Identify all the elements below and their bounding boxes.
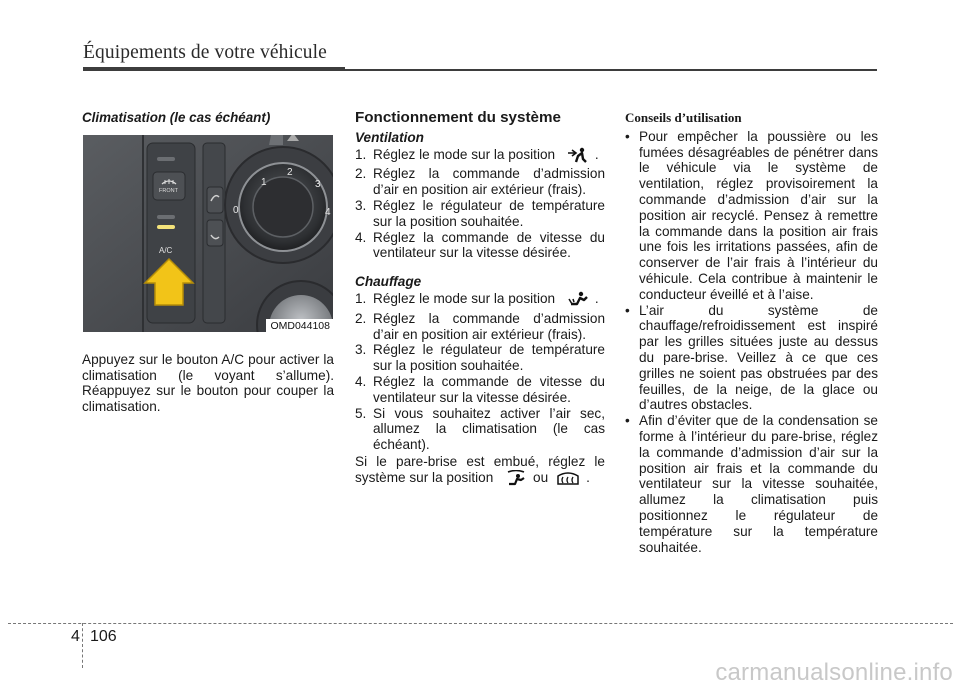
ventilation-heading: Ventilation bbox=[355, 129, 424, 145]
column-middle bbox=[355, 110, 605, 490]
floor-defrost-icon bbox=[505, 470, 527, 490]
heating-heading: Chauffage bbox=[355, 274, 422, 290]
watermark: carmanualsonline.info bbox=[715, 659, 953, 686]
dial-label-0: 0 bbox=[233, 205, 239, 216]
chapter-number: 4 bbox=[71, 628, 80, 645]
heating-steps bbox=[355, 291, 605, 453]
list-item: • Afin d’éviter que de la condensation se forme à l’intérieur du pare-brise, réglez la commande d’admission d’air sur la position air frais et la commande du ventilateur sur la vitesse souhaitée, allumez la climatisation puis positionnez le régulateur de température sur la température souhaitée. bbox=[625, 413, 878, 555]
dial-label-4: 4 bbox=[325, 207, 331, 218]
tips-list bbox=[625, 129, 878, 556]
footer-rule bbox=[8, 623, 953, 624]
header-rule-thin bbox=[345, 69, 877, 71]
footer-divider bbox=[82, 623, 83, 668]
face-vent-icon bbox=[567, 147, 589, 167]
list-item: 4. Réglez la commande de vitesse du ventilateur sur la vitesse désirée. bbox=[355, 229, 605, 261]
tips-title: Conseils d’utilisation bbox=[625, 110, 742, 125]
ac-button-label: A/C bbox=[159, 246, 173, 255]
photo-caption: OMD044108 bbox=[266, 319, 333, 332]
defrost-icon bbox=[556, 470, 580, 490]
column-right bbox=[625, 110, 878, 555]
aircon-subtitle: Climatisation (le cas échéant) bbox=[82, 110, 271, 125]
ventilation-steps bbox=[355, 147, 605, 262]
list-item: 2. Réglez la commande d’admission d’air en position air extérieur (frais). bbox=[355, 310, 605, 342]
list-item: 4. Réglez la commande de vitesse du ventilateur sur la vitesse désirée. bbox=[355, 373, 605, 405]
page-header-title: Équipements de votre véhicule bbox=[83, 42, 327, 63]
floor-vent-icon bbox=[567, 291, 589, 311]
front-defrost-label: FRONT bbox=[159, 188, 178, 194]
list-item: 1. Réglez le mode sur la position . bbox=[355, 291, 605, 311]
windshield-note: Si le pare-brise est embué, réglez le système sur la position ou . bbox=[355, 454, 605, 490]
dial-label-1: 1 bbox=[261, 177, 267, 188]
list-item: • L’air du système de chauffage/refroidissement est inspiré par les grilles situées juste au dessus du pare-brise. Veillez à ce que ces grilles ne soient pas obstruées par des feuilles, de la neige, de la glace ou d’autres obstacles. bbox=[625, 302, 878, 413]
page-number: 106 bbox=[90, 628, 117, 645]
list-item: 1. Réglez le mode sur la position . bbox=[355, 147, 605, 167]
list-item: 5. Si vous souhaitez activer l’air sec, allumez la climatisation (le cas échéant). bbox=[355, 405, 605, 453]
section-title: Fonctionnement du système bbox=[355, 109, 561, 126]
list-item: 3. Réglez le régulateur de température sur la position souhaitée. bbox=[355, 342, 605, 374]
list-item: • Pour empêcher la poussière ou les fumées désagréables de pénétrer dans le véhicule via le système de ventilation, réglez provisoirement la commande d’admission d’air sur la position air recyclé. Pensez à remettre la commande dans la position air frais une fois les irritations passées, afin de conserver de l’air frais à l’intérieur du véhicule. Cela contribue à maintenir le conducteur éveillé et à l’aise. bbox=[625, 128, 878, 302]
list-item: 3. Réglez le régulateur de température sur la position souhaitée. bbox=[355, 197, 605, 229]
climate-panel-photo bbox=[83, 135, 333, 332]
aircon-paragraph: Appuyez sur le bouton A/C pour activer la climatisation (le voyant s’allume). Réappuyez sur le bouton pour couper la climatisation. bbox=[82, 351, 334, 415]
dial-label-2: 2 bbox=[287, 167, 293, 178]
header-rule-thick bbox=[83, 67, 345, 71]
climate-panel-illustration bbox=[83, 135, 333, 332]
list-item: 2. Réglez la commande d’admission d’air en position air extérieur (frais). bbox=[355, 166, 605, 198]
dial-label-3: 3 bbox=[315, 179, 321, 190]
